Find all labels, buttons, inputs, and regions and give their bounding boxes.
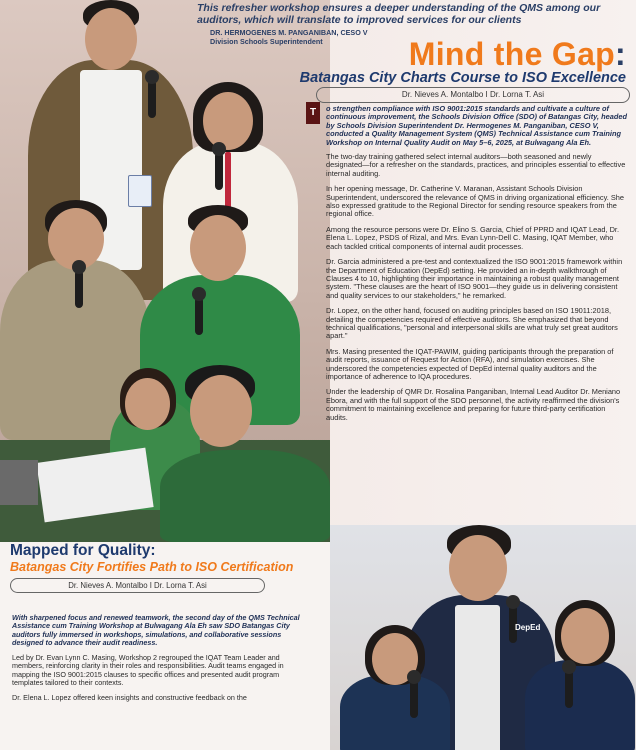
article-paragraph: In her opening message, Dr. Catherine V. Maranan, Assistant Schools Division Superintendent, underscored the relevance of QMS in driving organizational efficiency. She also expressed gratitude to the Regional Director for sending resource speakers from the regional office. xyxy=(326,184,624,219)
drop-cap: T xyxy=(306,102,320,124)
second-article-lede: With sharpened focus and renewed teamwork, the second day of the QMS Technical Assistance cum Training Workshop at Bulwagang Ala Eh saw SDO Batangas City auditors fully immersed in workshops, simulations, and collaborative sessions designed to advance their audit readiness. xyxy=(12,613,300,647)
title-main: Mind the Gap xyxy=(408,36,616,72)
second-article-body xyxy=(12,614,312,710)
article-byline: Dr. Nieves A. Montalbo I Dr. Lorna T. Asi xyxy=(316,87,630,103)
quote-attribution xyxy=(210,28,368,46)
article-paragraph: Mrs. Masing presented the IQAT-PAWIM, guiding participants through the preparation of audit reports, issuance of Request for Action (RFA), and simulation exercises. She underscored the competencies expected of DepEd internal quality auditors and the importance of adherence to IQA procedures. xyxy=(326,346,614,381)
photo-collage xyxy=(0,0,330,542)
shirt-logo: DepEd xyxy=(515,623,541,632)
article-paragraph: The two-day training gathered select internal auditors—both seasoned and newly designated—for a refresher on the standards, practices, and principles essential to effective internal auditing. xyxy=(326,152,626,178)
article-paragraph: Among the resource persons were Dr. Elino S. Garcia, Chief of PPRD and IQAT Lead, Dr. Elena L. Lopez, PSDS of Rizal, and Mrs. Evan Lynn-Dell C. Masing, IQAT Member, who each tackled critical components of internal audit processes. xyxy=(326,224,620,251)
second-article-subtitle: Batangas City Fortifies Path to ISO Certification xyxy=(10,560,294,574)
participant-woman-left xyxy=(340,625,450,750)
workshop-photo xyxy=(0,360,330,542)
article-paragraph: Led by Dr. Evan Lynn C. Masing, Workshop 2 regrouped the IQAT Team Leader and members, reinforcing clarity in their roles and responsibilities. Audit teams engaged in mapping the ISO 9001:2015 clauses to specific offices and presented audit program templates tailored to their contexts. xyxy=(12,653,284,688)
article-paragraph: Dr. Elena L. Lopez offered keen insights and constructive feedback on the xyxy=(12,693,247,703)
article-body xyxy=(326,105,628,429)
article-paragraph: Under the leadership of QMR Dr. Rosalina Panganiban, Internal Lead Auditor Dr. Meniano Ebora, and with the full support of the SDO personnel, the activity reaffirmed the division's commitment to maintaining excellence and preparing for future third-party certification audits. xyxy=(326,387,621,422)
quote-name: DR. HERMOGENES M. PANGANIBAN, CESO V xyxy=(210,28,368,37)
second-article-title: Mapped for Quality: xyxy=(10,542,156,559)
article-title xyxy=(409,36,626,73)
workshop-day2-photo xyxy=(330,525,636,750)
article-lede: o strengthen compliance with ISO 9001:2015 standards and cultivate a culture of continuous improvement, the Schools Division Office (SDO) of Batangas City, headed by Schools Division Superintendent Dr. Hermogenes M. Panganiban, CESO V, conducted a Quality Management System (QMS) Technical Assistance cum Training Workshop on Internal Quality Audit on May 5–6, 2025, at Bulwagang Ala Eh. xyxy=(326,104,628,147)
second-article-byline: Dr. Nieves A. Montalbo I Dr. Lorna T. Asi xyxy=(10,578,265,593)
article-paragraph: Dr. Lopez, on the other hand, focused on auditing principles based on ISO 19011:2018, detailing the competencies required of effective auditors. She emphasized that beyond technical qualifications, "personal and interpersonal skills are what truly set great auditors apart." xyxy=(326,306,618,341)
article-subtitle: Batangas City Charts Course to ISO Excellence xyxy=(299,70,626,86)
title-colon: : xyxy=(615,36,626,72)
participant-woman-right xyxy=(525,600,635,750)
article-paragraph: Dr. Garcia administered a pre-test and contextualized the ISO 9001:2015 framework within the Department of Education (DepEd) setting. He provided an in-depth walkthrough of Clauses 4 to 10, highlighting their importance in maintaining a robust quality management system. "These clauses are the heart of ISO 9001—they guide us in delivering consistent and quality services to our stakeholders," he remarked. xyxy=(326,257,623,300)
pull-quote: This refresher workshop ensures a deeper understanding of the QMS among our auditors, which will translate to improved services for our clients xyxy=(197,2,601,26)
quote-role: Division Schools Superintendent xyxy=(210,37,323,46)
